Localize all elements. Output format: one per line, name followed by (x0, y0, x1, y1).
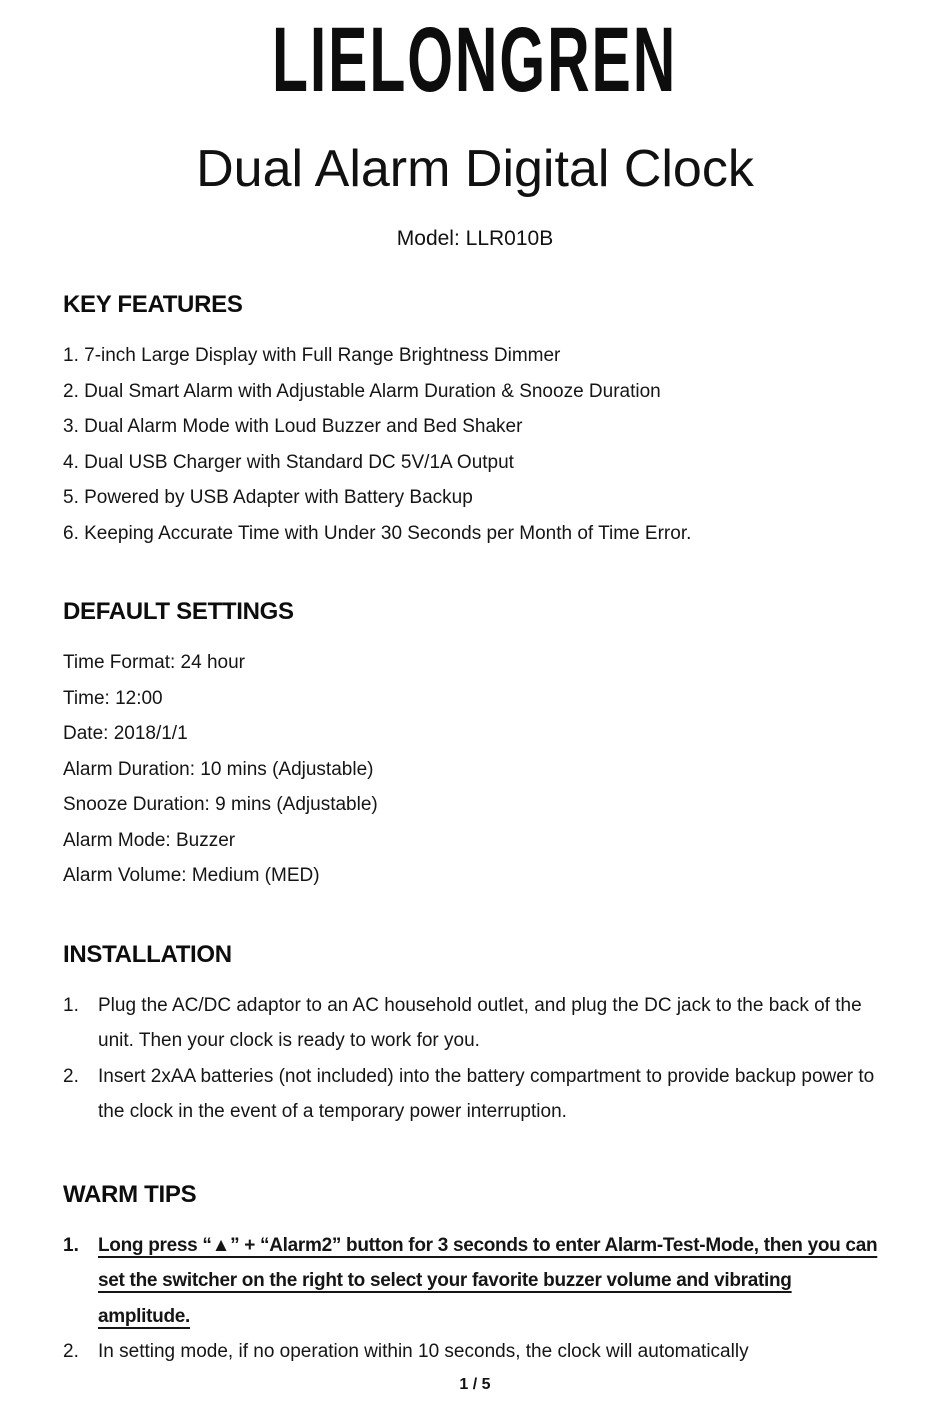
feature-item: 1. 7-inch Large Display with Full Range Brightness Dimmer (63, 345, 561, 366)
setting-item: Alarm Mode: Buzzer (63, 829, 236, 851)
brand-logo-row (63, 9, 887, 111)
tip-text: In setting mode, if no operation within 10 seconds, the clock will automatically (98, 1341, 749, 1362)
setting-item: Time Format: 24 hour (63, 652, 245, 673)
step-text: Insert 2xAA batteries (not included) into the battery compartment to provide backup power to the clock in the event of a temporary power interruption. (98, 1065, 875, 1122)
setting-item: Snooze Duration: 9 mins (Adjustable) (63, 794, 378, 815)
page-number: 1 / 5 (459, 1375, 491, 1393)
feature-item: 4. Dual USB Charger with Standard DC 5V/1A Output (63, 451, 514, 473)
tip-text: Long press “▲” + “Alarm2” button for 3 seconds to enter Alarm-Test-Mode, then you can set the switcher on the right to select your favorite buzzer volume and vibrating amplitude. (98, 1234, 878, 1327)
feature-item: 5. Powered by USB Adapter with Battery Backup (63, 487, 473, 508)
installation-step (63, 1059, 887, 1130)
section-heading-default-settings: DEFAULT SETTINGS (63, 598, 294, 625)
feature-item: 6. Keeping Accurate Time with Under 30 Seconds per Month of Time Error. (63, 522, 692, 544)
step-number: 2. (63, 1065, 79, 1087)
step-text: Plug the AC/DC adaptor to an AC household outlet, and plug the DC jack to the back of the unit. Then your clock is ready to work for you. (98, 994, 862, 1051)
setting-item: Date: 2018/1/1 (63, 723, 188, 744)
brand-logo: LIELONGREN (272, 9, 678, 111)
installation-list (63, 988, 887, 1130)
warm-tip (63, 1334, 887, 1370)
section-heading-warm-tips: WARM TIPS (63, 1180, 197, 1208)
section-heading-key-features: KEY FEATURES (63, 291, 243, 318)
feature-item: 2. Dual Smart Alarm with Adjustable Alarm Duration & Snooze Duration (63, 380, 661, 402)
warm-tips-list (63, 1228, 887, 1370)
feature-item: 3. Dual Alarm Mode with Loud Buzzer and Bed Shaker (63, 416, 523, 437)
setting-item: Alarm Volume: Medium (MED) (63, 865, 320, 886)
model-number: Model: LLR010B (396, 227, 554, 250)
page-title: Dual Alarm Digital Clock (196, 140, 754, 198)
key-features-list (63, 338, 887, 551)
tip-number: 1. (63, 1234, 79, 1256)
setting-item: Alarm Duration: 10 mins (Adjustable) (63, 758, 374, 780)
setting-item: Time: 12:00 (63, 687, 163, 709)
default-settings-list (63, 645, 887, 894)
warm-tip (63, 1228, 887, 1335)
tip-number: 2. (63, 1341, 79, 1362)
section-heading-installation: INSTALLATION (63, 940, 232, 968)
step-number: 1. (63, 994, 79, 1016)
installation-step (63, 988, 887, 1059)
